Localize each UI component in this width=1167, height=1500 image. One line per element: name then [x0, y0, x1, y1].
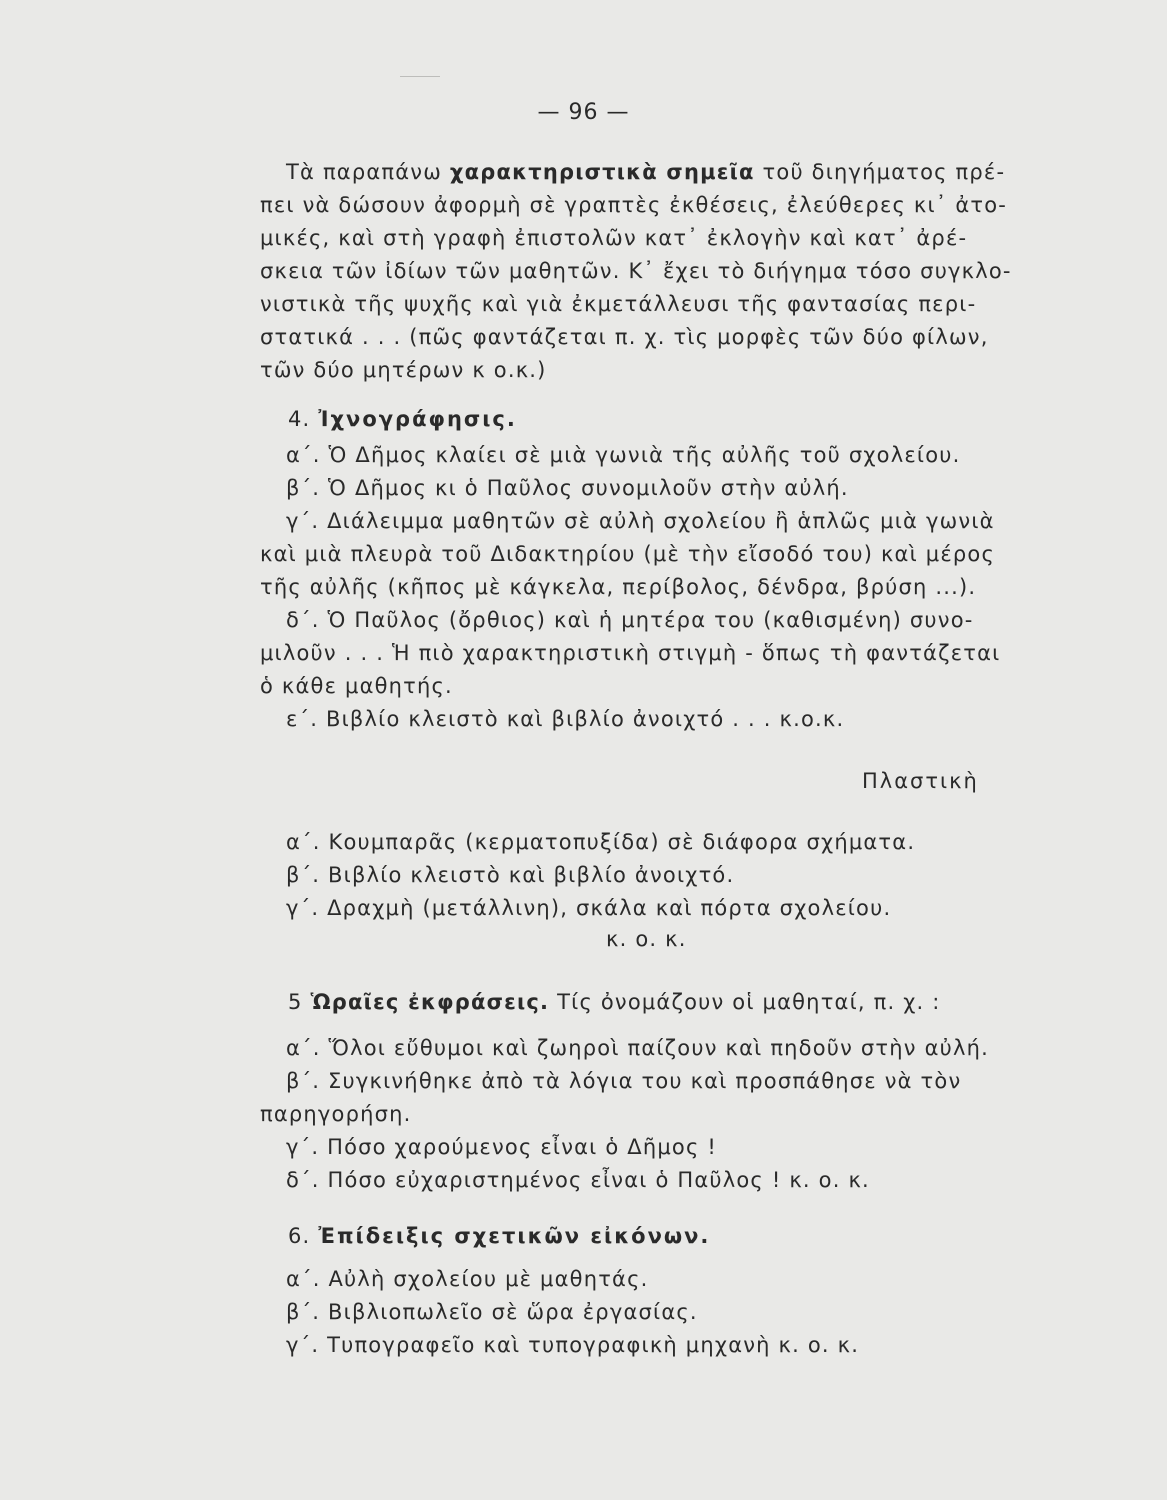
section-6-item: α΄. Αὐλὴ σχολείου μὲ μαθητάς.	[286, 1267, 649, 1291]
section-4-item: μιλοῦν . . . Ἡ πιὸ χαρακτηριστικὴ στιγμὴ - ὅπως τὴ φαντάζεται	[260, 641, 1001, 665]
intro-line-2: πει νὰ δώσουν ἀφορμὴ σὲ γραπτὲς ἐκθέσεις, ἐλεύθερες κι᾽ ἀτο-	[260, 193, 1008, 217]
section-6-heading	[288, 1222, 710, 1250]
section-4-item: δ΄. Ὁ Παῦλος (ὄρθιος) καὶ ἡ μητέρα του (καθισμένη) συνο-	[286, 608, 974, 632]
section-6-number: 6.	[288, 1224, 311, 1248]
section-4-heading	[288, 405, 517, 433]
plastiki-item: α΄. Κουμπαρᾶς (κερματοπυξίδα) σὲ διάφορα σχήματα.	[286, 830, 916, 854]
intro-emphasis: χαρακτηριστικὰ σημεῖα	[449, 160, 755, 184]
section-4-item: καὶ μιὰ πλευρὰ τοῦ Διδακτηρίου (μὲ τὴν εἴσοδό του) καὶ μέρος	[260, 542, 995, 566]
section-6-item: γ΄. Τυπογραφεῖο καὶ τυπογραφικὴ μηχανὴ κ. ο. κ.	[286, 1333, 860, 1357]
intro-line-3: μικές, καὶ στὴ γραφὴ ἐπιστολῶν κατ᾽ ἐκλογὴν καὶ κατ᾽ ἀρέ-	[260, 226, 968, 250]
intro-line-6: στατικά . . . (πῶς φαντάζεται π. χ. τὶς μορφὲς τῶν δύο φίλων,	[260, 325, 989, 349]
plastiki-item: β΄. Βιβλίο κλειστὸ καὶ βιβλίο ἀνοιχτό.	[286, 863, 735, 887]
section-4-item: γ΄. Διάλειμμα μαθητῶν σὲ αὐλὴ σχολείου ἢ ἁπλῶς μιὰ γωνιὰ	[286, 509, 995, 533]
plastiki-end: κ. ο. κ.	[606, 927, 687, 951]
section-5-heading	[288, 988, 941, 1016]
intro-line-7: τῶν δύο μητέρων κ ο.κ.)	[260, 358, 547, 382]
plastiki-item: γ΄. Δραχμὴ (μετάλλινη), σκάλα καὶ πόρτα σχολείου.	[286, 896, 892, 920]
section-6-title: Ἐπίδειξις σχετικῶν εἰκόνων.	[318, 1224, 711, 1248]
intro-line-1	[286, 158, 1005, 186]
page-number: — 96 —	[537, 100, 630, 125]
section-5-item: β΄. Συγκινήθηκε ἀπὸ τὰ λόγια του καὶ προσπάθησε νὰ τὸν	[286, 1069, 962, 1093]
section-5-item: δ΄. Πόσο εὐχαριστημένος εἶναι ὁ Παῦλος ! κ. ο. κ.	[286, 1168, 870, 1192]
intro-line-1-start: Τὰ παραπάνω	[286, 160, 450, 184]
section-5-title-rest: Τίς ὀνομάζουν οἱ μαθηταί, π. χ. :	[549, 990, 941, 1014]
section-4-item: τῆς αὐλῆς (κῆπος μὲ κάγκελα, περίβολος, δένδρα, βρύση ...).	[260, 575, 977, 599]
section-5-title: Ὡραῖες ἐκφράσεις.	[310, 990, 550, 1014]
section-5-number: 5	[288, 990, 303, 1014]
section-4-item: ὁ κάθε μαθητής.	[260, 674, 453, 698]
intro-line-4: σκεια τῶν ἰδίων τῶν μαθητῶν. Κ᾽ ἔχει τὸ διήγημα τόσο συγκλο-	[260, 259, 1012, 283]
section-4-item: α΄. Ὁ Δῆμος κλαίει σὲ μιὰ γωνιὰ τῆς αὐλῆς τοῦ σχολείου.	[286, 443, 961, 467]
section-4-item: β΄. Ὁ Δῆμος κι ὁ Παῦλος συνομιλοῦν στὴν αὐλή.	[286, 476, 849, 500]
section-5-item: α΄. Ὅλοι εὔθυμοι καὶ ζωηροὶ παίζουν καὶ πηδοῦν στὴν αὐλή.	[286, 1036, 989, 1060]
scan-mark	[400, 76, 440, 77]
section-5-item: παρηγορήση.	[260, 1102, 412, 1126]
section-6-item: β΄. Βιβλιοπωλεῖο σὲ ὥρα ἐργασίας.	[286, 1300, 698, 1324]
intro-line-1-end: τοῦ διηγήματος πρέ-	[754, 160, 1006, 184]
section-4-title: Ἰχνογράφησις.	[318, 407, 517, 431]
plastiki-title: Πλαστικὴ	[862, 769, 979, 793]
section-4-number: 4.	[288, 407, 311, 431]
section-4-item: ε΄. Βιβλίο κλειστὸ καὶ βιβλίο ἀνοιχτό . . . κ.ο.κ.	[286, 707, 845, 731]
intro-line-5: νιστικὰ τῆς ψυχῆς καὶ γιὰ ἐκμετάλλευσι τῆς φαντασίας περι-	[260, 292, 977, 316]
section-5-item: γ΄. Πόσο χαρούμενος εἶναι ὁ Δῆμος !	[286, 1135, 717, 1159]
